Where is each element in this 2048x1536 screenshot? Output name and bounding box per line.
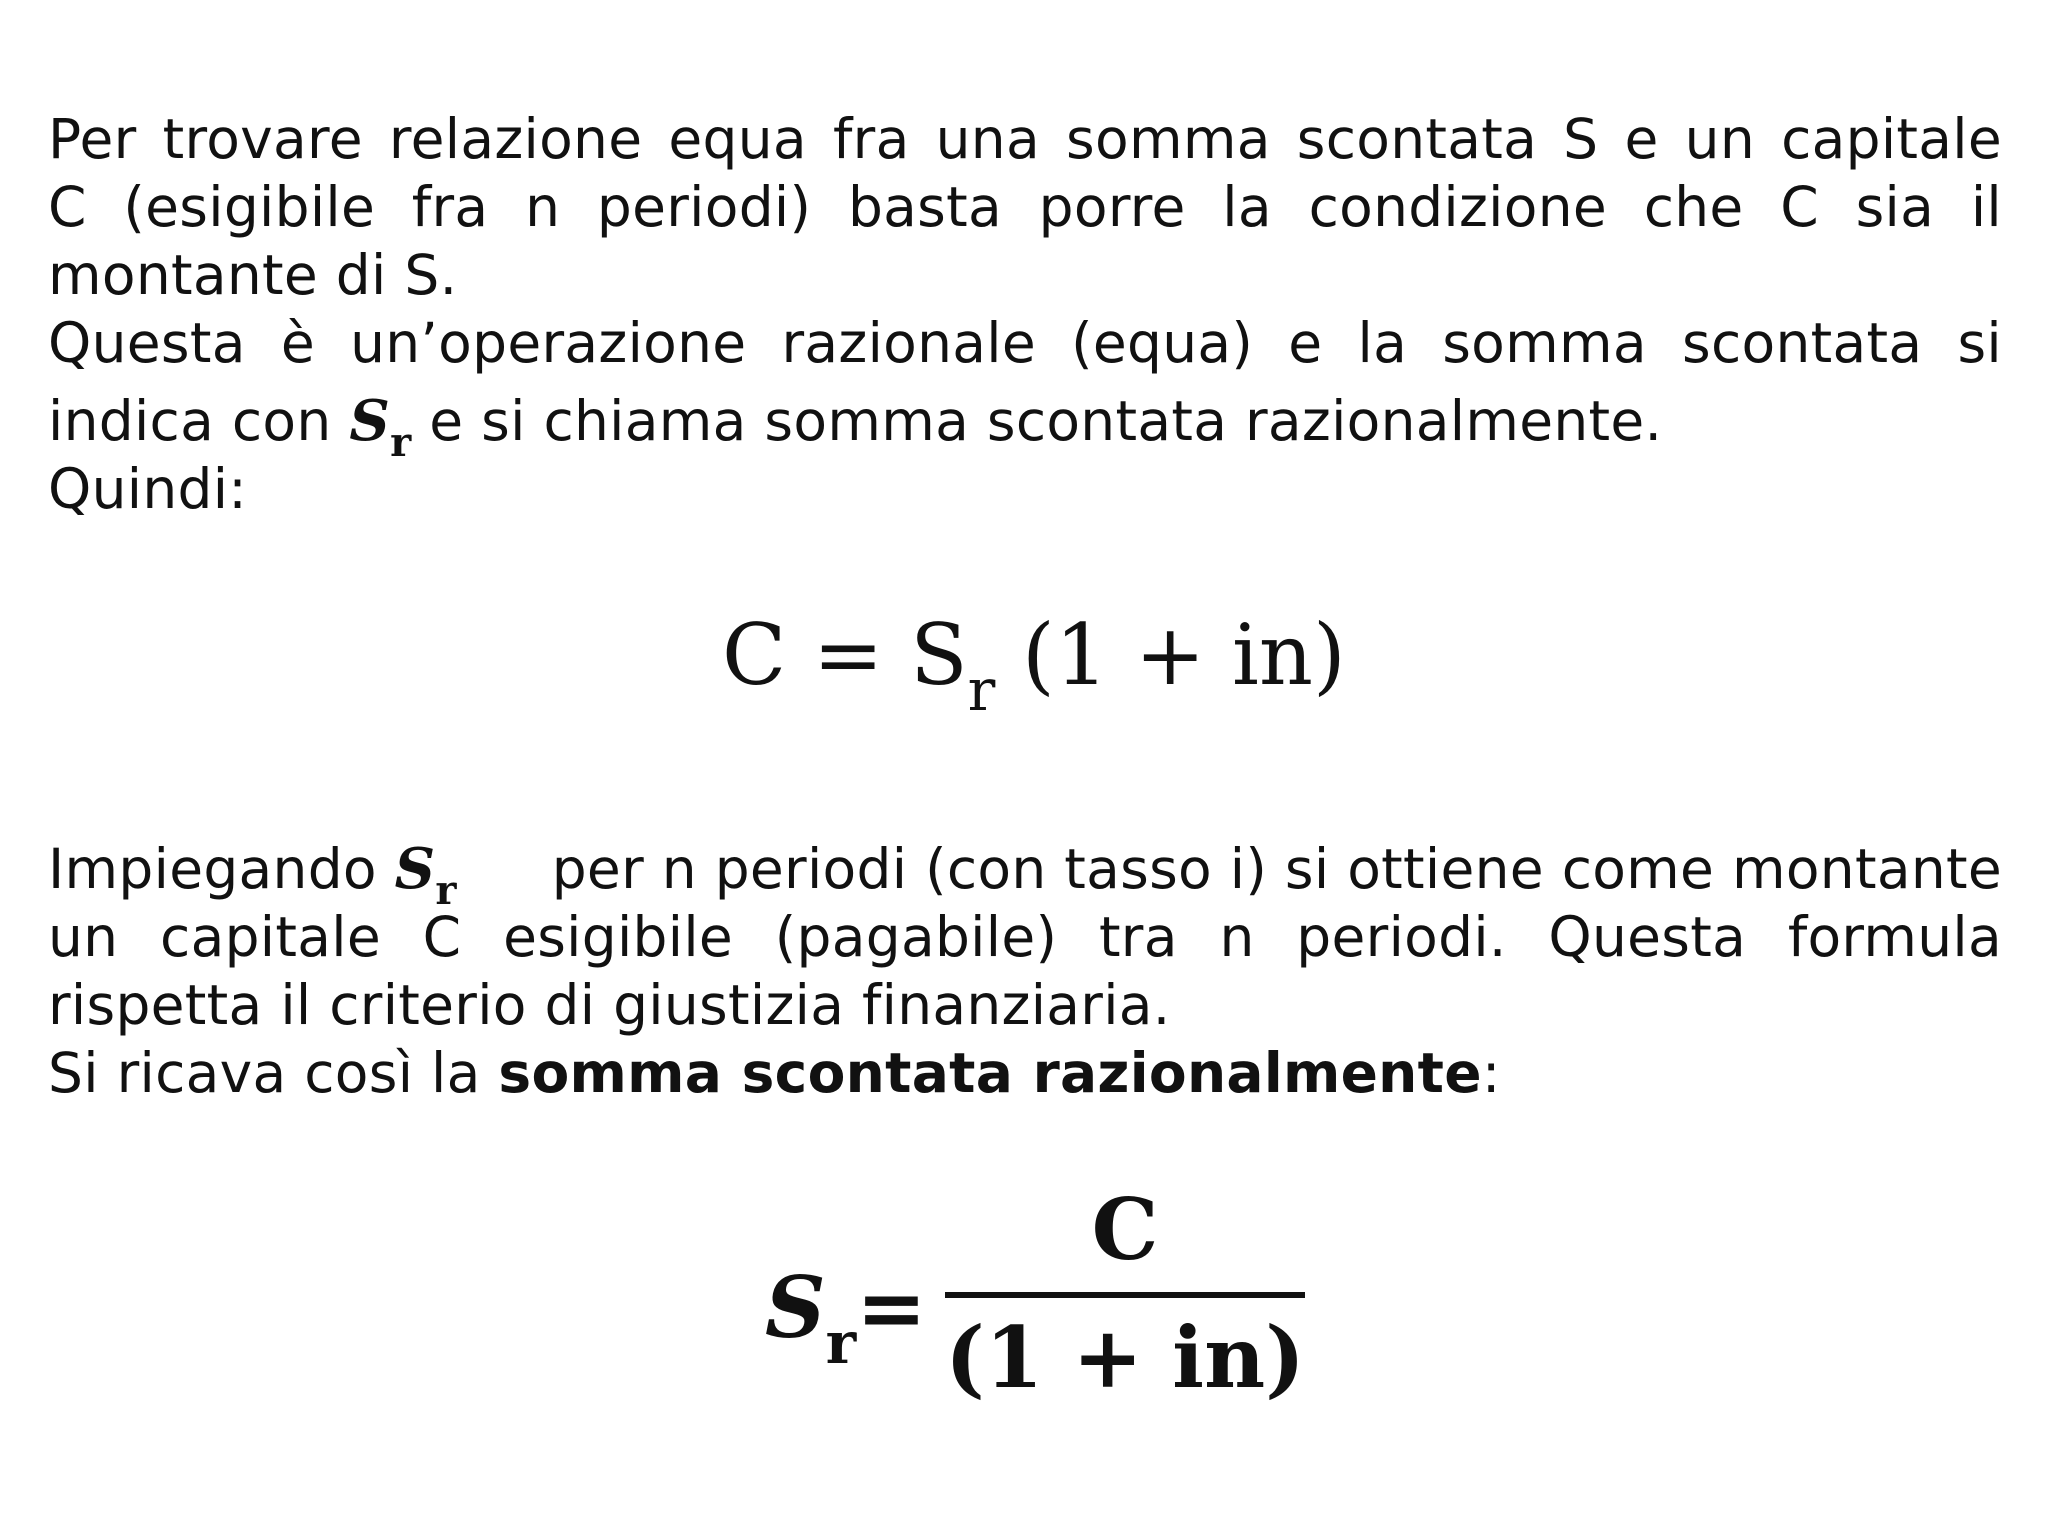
text-line: montante di S. <box>48 243 458 307</box>
formula-somma-scontata <box>765 1180 1325 1430</box>
text-line: Questa è un’operazione razionale (equa) e la somma scontata si <box>48 311 2002 375</box>
text-line: C (esigibile fra n periodi) basta porre la condizione che C sia il <box>48 175 2002 239</box>
formula-lhs <box>765 1258 927 1377</box>
text-line: rispetta il criterio di giustizia finanziaria. <box>48 973 1171 1037</box>
symbol-sr <box>349 388 412 466</box>
fraction-bar <box>945 1292 1305 1298</box>
fraction-numerator: C <box>1091 1180 1159 1279</box>
symbol-base: S <box>349 388 391 454</box>
symbol-subscript: r <box>390 419 412 466</box>
text-line: Per trovare relazione equa fra una somma scontata S e un capitale <box>48 107 2002 171</box>
formula-equals: = <box>856 1258 927 1357</box>
text-fragment: Si ricava così la <box>48 1041 499 1105</box>
text-fragment: e si chiama somma scontata razionalmente. <box>429 389 1663 453</box>
text-fragment: Impiegando $S_r$ <box>48 836 457 914</box>
intro-paragraph <box>48 105 2002 523</box>
text-line <box>48 835 2002 914</box>
formula-symbol-base: S <box>765 1258 826 1357</box>
text-fragment: : <box>1481 1041 1501 1105</box>
bold-term: somma scontata razionalmente <box>498 1041 1482 1105</box>
symbol-sr: $S_r$ <box>394 836 457 914</box>
formula-rhs: (1 + in) <box>1022 606 1346 704</box>
formula-lhs: C = <box>722 606 911 704</box>
formula-symbol-base: S <box>910 606 968 704</box>
text-line: Quindi: <box>48 457 248 521</box>
text-line <box>48 1039 2002 1107</box>
formula-montante <box>722 605 1346 724</box>
explanation-paragraph <box>48 835 2002 1107</box>
formula-symbol-subscript: r <box>825 1309 857 1377</box>
text-fragment: per n periodi (con tasso i) si ottiene come montante <box>551 837 2002 901</box>
fraction-denominator: (1 + in) <box>945 1308 1305 1407</box>
text-fragment: indica con <box>48 389 332 453</box>
formula-symbol-subscript: r <box>967 656 996 724</box>
text-line: un capitale C esigibile (pagabile) tra n periodi. Questa formula <box>48 905 2002 969</box>
text-line <box>48 387 2002 466</box>
